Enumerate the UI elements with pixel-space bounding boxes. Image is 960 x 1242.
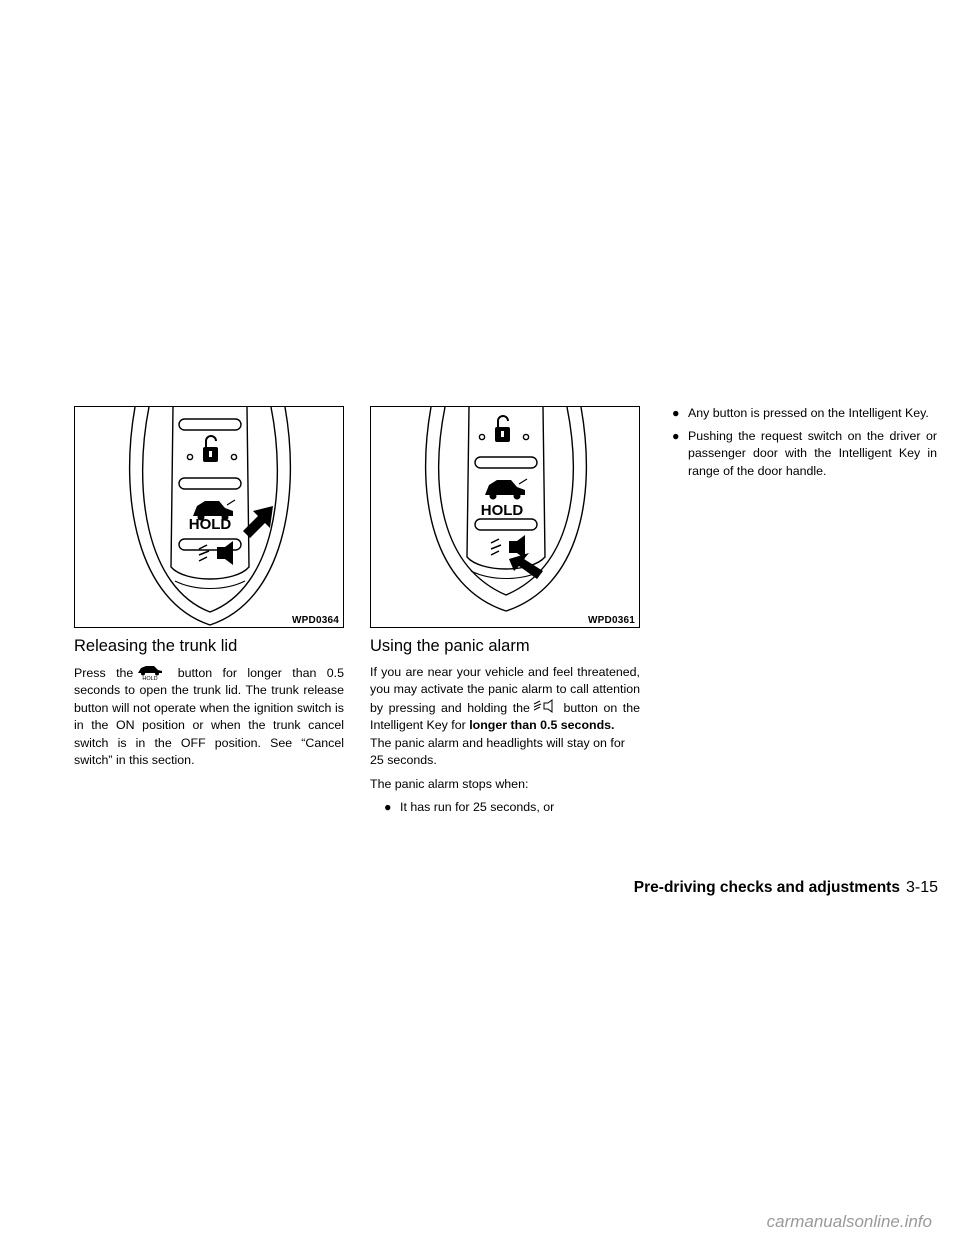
key-fob-trunk-illustration [75,407,344,628]
section-heading-trunk: Releasing the trunk lid [74,637,238,655]
footer-section-title: Pre-driving checks and adjustments [633,879,900,896]
bullet-text: Any button is pressed on the Intelligent Key. [688,406,929,420]
trunk-paragraph [74,664,344,769]
panic-paragraph-1 [370,664,640,735]
bullet-item [672,405,937,422]
trunk-icon [193,501,233,516]
page-footer [634,879,938,897]
text-run: button for longer than 0.5 seconds to open the trunk lid. The trunk release button will not operate when the ignition switch is in the ON position or when the trunk cancel switch is in the OFF position. See “Cancel switch” in this section. [74,666,344,768]
text-run: If you are near your vehicle and feel threatened, you may activate the panic alarm to call attention by pressing and holding the [370,665,640,715]
bullet-marker: ● [384,800,392,814]
key-fob-panic-illustration [371,407,640,628]
panic-paragraph-2: The panic alarm and headlights will stay on for 25 seconds. [370,736,625,768]
figure-code: WPD0364 [292,615,339,626]
svg-text:HOLD: HOLD [480,502,524,519]
panic-icon [217,541,233,565]
text-run: Press the [74,666,134,680]
panic-paragraph-3: The panic alarm stops when: [370,777,529,791]
emphasis-text: longer than 0.5 seconds. [469,718,615,733]
figure-panic-key [370,406,640,628]
svg-text:HOLD: HOLD [188,516,232,533]
bullet-item [384,799,640,816]
bullet-marker: ● [672,429,680,443]
trunk-icon [485,480,525,495]
bullet-text: Pushing the request switch on the driver or passenger door with the Intelligent Key in range of the door handle. [688,429,937,478]
svg-text:HOLD: HOLD [142,676,158,680]
bullet-text: It has run for 25 seconds, or [400,800,555,814]
text-run: button on the Intelligent Key for [370,700,640,733]
panic-button-icon [532,699,556,715]
bullet-marker: ● [672,406,680,420]
watermark: carmanualsonline.info [766,1212,932,1231]
pointer-arrow-icon [243,506,273,538]
figure-code: WPD0361 [588,615,635,626]
trunk-hold-icon [135,664,165,680]
pointer-arrow-icon [509,553,543,579]
page-number: 3-15 [905,879,938,896]
figure-trunk-key [74,406,344,628]
section-heading-panic: Using the panic alarm [370,637,530,655]
bullet-item [672,428,937,480]
